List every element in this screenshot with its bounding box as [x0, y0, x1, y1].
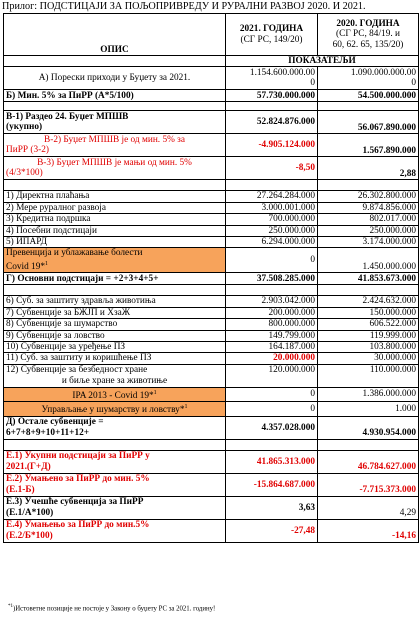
- row-label: [4, 450, 226, 473]
- table-row: [4, 191, 419, 202]
- table-row: [4, 519, 419, 542]
- header-2020-title: 2020. ГОДИНА: [336, 18, 400, 29]
- row-label: 4) Посебни подстицаји: [4, 225, 226, 236]
- row-label: 5) ИПАРД: [4, 237, 226, 248]
- row-value-2021: 4.357.028.000: [226, 416, 318, 439]
- label-line: (Е.1/А*100): [6, 507, 54, 518]
- row-value-2020: 54.500.000.000: [318, 90, 419, 102]
- header-2020: [318, 14, 419, 56]
- table-row: [4, 56, 419, 67]
- row-value-2020: 150.000.000: [318, 307, 419, 318]
- table-cell: [4, 56, 226, 67]
- table-row: [4, 90, 419, 102]
- label-line: 6+7+8+9+10+11+12+: [6, 427, 90, 438]
- row-value-2020: 2,88: [318, 157, 419, 180]
- row-label: 10) Субвенције за уређење ПЗ: [4, 341, 226, 352]
- row-label: 3) Кредитна подршка: [4, 214, 226, 225]
- footnote: [8, 604, 215, 612]
- row-label: 11) Суб. за заштиту и коришћење ПЗ: [4, 353, 226, 364]
- row-value-2020: 56.067.890.000: [318, 111, 419, 134]
- table-row: [4, 225, 419, 236]
- row-value-2021: 2.903.042.000: [226, 296, 318, 307]
- footnote-mark: *1: [8, 604, 13, 609]
- header-description: [4, 14, 226, 56]
- row-label: 6) Суб. за заштиту здравља животиња: [4, 296, 226, 307]
- document-caption: Прилог: ПОДСТИЦАЈИ ЗА ПОЉОПРИВРЕДУ И РУРАЛНИ РАЗВОЈ 2020. И 2021.: [2, 1, 366, 12]
- label-line: (Е.1-Б): [6, 484, 35, 495]
- label-line: В-2) Буџет МПШВ је од мин. 5% за: [44, 135, 185, 145]
- table-row: [4, 319, 419, 330]
- table-row: [4, 202, 419, 213]
- row-label: [4, 519, 226, 542]
- table-row: [4, 214, 419, 225]
- table-row: [4, 387, 419, 402]
- row-value-2020: 4,29: [318, 496, 419, 519]
- label-line: Управљање у шумарству и ловству*: [41, 405, 185, 416]
- label-line: Covid 19*: [6, 261, 45, 272]
- table-row: [4, 473, 419, 496]
- table-row: [4, 273, 419, 285]
- footnote-mark: 1: [153, 389, 157, 396]
- footnote-mark: 1: [45, 260, 48, 267]
- label-line: В-3) Буџет МПШВ је мањи од мин. 5%: [37, 158, 192, 168]
- table-row: [4, 402, 419, 417]
- label-line: IPA 2013 - Covid 19*: [72, 390, 154, 401]
- row-value-2021: 800.000.000: [226, 319, 318, 330]
- row-value-2020: 26.302.800.000: [318, 191, 419, 202]
- footnote-mark: 1: [184, 404, 188, 411]
- table-row: [4, 341, 419, 352]
- table-row: [4, 364, 419, 387]
- row-value-2020: 119.999.000: [318, 330, 419, 341]
- row-value-2021: -27,48: [226, 519, 318, 542]
- row-value-2021: 57.730.000.000: [226, 90, 318, 102]
- label-line: Е.4) Умањењо за ПиРР до мин.5%: [6, 520, 150, 531]
- row-value-2020: 802.017.000: [318, 214, 419, 225]
- table-row: [4, 416, 419, 439]
- row-value-2021: 27.264.284.000: [226, 191, 318, 202]
- row-value-2021: 41.865.313.000: [226, 450, 318, 473]
- table-header-row: [4, 14, 419, 56]
- row-value-2020: -14,16: [318, 519, 419, 542]
- label-line: (Е.2/Б*100): [6, 530, 53, 541]
- row-value-2020: 1.386.000.000: [318, 387, 419, 402]
- table-row: [4, 111, 419, 134]
- table-row: [4, 330, 419, 341]
- table-row: [4, 237, 419, 248]
- row-value-2021: 37.508.285.000: [226, 273, 318, 285]
- label-line: Е.3) Учешће субвенција за ПиРР: [6, 497, 144, 508]
- value-line: 1.154.600.000.00: [249, 68, 315, 78]
- footnote-text: )Истоветне позиције не постоје у Закону о буџету РС за 2021. годину!: [13, 605, 216, 613]
- header-2021-source: (СГ РС, 149/20): [240, 34, 303, 45]
- table-row: [4, 307, 419, 318]
- table-row: [4, 248, 419, 273]
- label-line: 12) Субвенције за безбедност хране: [6, 365, 148, 376]
- label-line: Е.2) Умањено за ПиРР до мин. 5%: [6, 474, 150, 485]
- row-value-2021: -15.864.687.000: [226, 473, 318, 496]
- spacer-row: [4, 180, 419, 191]
- label-line: (укупно): [6, 122, 43, 133]
- subsidies-table: [3, 13, 419, 543]
- spacer-row: [4, 439, 419, 450]
- row-value-2020: [318, 67, 419, 90]
- row-value-2020: 30.000.000: [318, 353, 419, 364]
- label-line: (4/3*100): [6, 168, 43, 179]
- row-value-2020: 4.930.954.000: [318, 416, 419, 439]
- label-line: Е.1) Укупни подстицаји за ПиРР у: [6, 451, 150, 462]
- header-2020-source-1: (СГ РС, 84/19. и: [336, 29, 400, 40]
- label-line: ПиРР (3-2): [6, 145, 49, 156]
- header-description-label: ОПИС: [100, 44, 129, 55]
- value-line: 0: [411, 78, 416, 89]
- table-row: [4, 496, 419, 519]
- row-value-2020: 250.000.000: [318, 225, 419, 236]
- table-row: [4, 450, 419, 473]
- row-label: 7) Субвенције за БЖЈП и ХзаЖ: [4, 307, 226, 318]
- row-value-2020: 41.853.673.000: [318, 273, 419, 285]
- row-value-2020: 103.800.000: [318, 341, 419, 352]
- row-label: [4, 402, 226, 417]
- row-label: [4, 473, 226, 496]
- row-label: 2) Мере руралног развоја: [4, 202, 226, 213]
- row-value-2021: 6.294.000.000: [226, 237, 318, 248]
- row-label: [4, 387, 226, 402]
- row-label: [4, 134, 226, 157]
- header-2020-source-2: 60, 62. 65, 135/20): [332, 39, 404, 50]
- row-label: 1) Директна плаћања: [4, 191, 226, 202]
- row-value-2020: -7.715.373.000: [318, 473, 419, 496]
- row-label: [4, 248, 226, 273]
- table-row: [4, 296, 419, 307]
- row-value-2020: 1.567.890.000: [318, 134, 419, 157]
- row-value-2020: 1.450.000.000: [318, 248, 419, 273]
- row-value-2021: 250.000.000: [226, 225, 318, 236]
- row-value-2021: 164.187.000: [226, 341, 318, 352]
- row-value-2021: 52.824.876.000: [226, 111, 318, 134]
- row-value-2021: -8,50: [226, 157, 318, 180]
- value-line: 1.090.000.000.00: [350, 68, 416, 78]
- row-value-2021: 700.000.000: [226, 214, 318, 225]
- table-row: [4, 67, 419, 90]
- row-value-2021: 149.799.000: [226, 330, 318, 341]
- row-value-2020: 3.174.000.000: [318, 237, 419, 248]
- table-row: [4, 157, 419, 180]
- row-value-2021: 20.000.000: [226, 353, 318, 364]
- row-value-2020: 110.000.000: [318, 364, 419, 387]
- row-value-2021: 0: [226, 402, 318, 417]
- row-label: 8) Субвенције за шумарство: [4, 319, 226, 330]
- spacer-row: [4, 102, 419, 111]
- row-label: Б) Мин. 5% за ПиРР (А*5/100): [4, 90, 226, 102]
- row-value-2021: -4.905.124.000: [226, 134, 318, 157]
- header-2021: [226, 14, 318, 56]
- row-label: [4, 496, 226, 519]
- row-value-2021: 120.000.000: [226, 364, 318, 387]
- table-row: [4, 353, 419, 364]
- spacer-row: [4, 285, 419, 296]
- row-label: Г) Основни подстицаји = +2+3+4+5+: [4, 273, 226, 285]
- row-label: А) Порески приходи у Буџету за 2021.: [4, 67, 226, 90]
- label-line: и биље хране за животиње: [61, 375, 168, 386]
- row-value-2021: [226, 67, 318, 90]
- label-line: 2021.(Г+Д): [6, 461, 51, 472]
- row-value-2021: 3,63: [226, 496, 318, 519]
- row-label: [4, 416, 226, 439]
- row-value-2021: 200.000.000: [226, 307, 318, 318]
- row-label: [4, 111, 226, 134]
- label-line: Д) Остале субвенције =: [6, 417, 104, 428]
- label-line: В-1) Раздео 24. Буџет МПШВ: [6, 112, 129, 122]
- label-line: Превенција и ублажавање болести: [6, 248, 143, 259]
- row-value-2020: 46.784.627.000: [318, 450, 419, 473]
- row-value-2021: 0: [226, 248, 318, 273]
- row-value-2020: 9.874.856.000: [318, 202, 419, 213]
- table-row: [4, 134, 419, 157]
- row-label: [4, 157, 226, 180]
- row-label: 9) Субвенције за ловство: [4, 330, 226, 341]
- header-2021-title: 2021. ГОДИНА: [239, 24, 304, 35]
- row-value-2021: 0: [226, 387, 318, 402]
- row-value-2020: 2.424.632.000: [318, 296, 419, 307]
- value-line: 0: [310, 78, 315, 89]
- indicators-header: ПОКАЗАТЕЉИ: [226, 56, 419, 67]
- row-value-2020: 1.000: [318, 402, 419, 417]
- row-value-2020: 606.522.000: [318, 319, 419, 330]
- row-value-2021: 3.000.001.000: [226, 202, 318, 213]
- row-label: [4, 364, 226, 387]
